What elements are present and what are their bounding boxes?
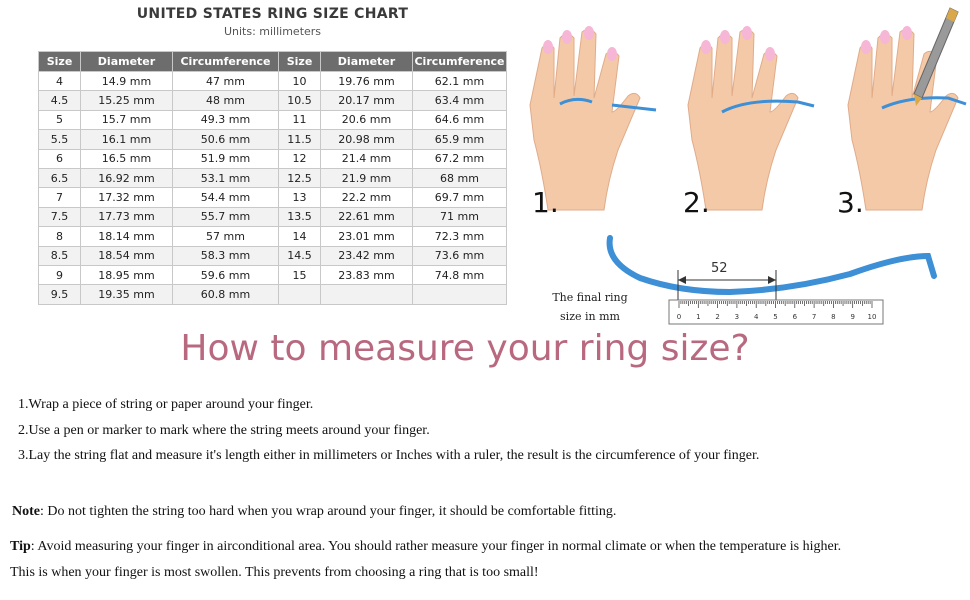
cell-size: 11.5	[279, 130, 321, 149]
cell-circumference: 74.8 mm	[413, 265, 507, 284]
header-diameter: Diameter	[321, 52, 413, 72]
table-header-row	[39, 52, 507, 72]
cell-circumference: 53.1 mm	[173, 168, 279, 187]
table-row	[39, 149, 507, 168]
chart-units: Units: millimeters	[223, 25, 322, 38]
table-row	[39, 227, 507, 246]
cell-circumference	[413, 285, 507, 304]
table-row	[39, 91, 507, 110]
cell-size: 4.5	[39, 91, 81, 110]
caption-line-2: size in mm	[560, 310, 620, 323]
header-circumference: Circumference	[413, 52, 507, 72]
instruction-step-2: 2.Use a pen or marker to mark where the string meets around your finger.	[18, 423, 430, 438]
cell-size: 11	[279, 110, 321, 129]
tip-continuation: This is when your finger is most swollen. This prevents from choosing a ring that is too small!	[10, 565, 539, 580]
cell-diameter: 19.76 mm	[321, 72, 413, 91]
cell-size: 15	[279, 265, 321, 284]
cell-size: 8	[39, 227, 81, 246]
cell-diameter: 20.17 mm	[321, 91, 413, 110]
cell-diameter: 16.5 mm	[81, 149, 173, 168]
ring-size-table	[38, 51, 507, 305]
tip-label: Tip	[10, 539, 31, 554]
table-row	[39, 285, 507, 304]
cell-size: 9	[39, 265, 81, 284]
table-row	[39, 110, 507, 129]
chart-title: UNITED STATES RING SIZE CHART	[136, 6, 409, 22]
cell-size: 13	[279, 188, 321, 207]
ruler-tick-label: 9	[850, 313, 855, 321]
tip-text	[10, 539, 841, 555]
cell-circumference: 68 mm	[413, 168, 507, 187]
cell-size: 8.5	[39, 246, 81, 265]
cell-circumference: 55.7 mm	[173, 207, 279, 226]
cell-circumference: 57 mm	[173, 227, 279, 246]
cell-size: 5.5	[39, 130, 81, 149]
ruler-tick-label: 8	[831, 313, 836, 321]
cell-diameter: 23.42 mm	[321, 246, 413, 265]
table-row	[39, 188, 507, 207]
cell-size: 14	[279, 227, 321, 246]
step-number-3: 3.	[837, 186, 864, 219]
cell-size: 12	[279, 149, 321, 168]
cell-circumference: 67.2 mm	[413, 149, 507, 168]
cell-size: 13.5	[279, 207, 321, 226]
table-row	[39, 130, 507, 149]
cell-diameter: 14.9 mm	[81, 72, 173, 91]
tip-body: : Avoid measuring your finger in airconditional area. You should rather measure your finger in normal climate or when the temperature is higher.	[30, 539, 842, 554]
cell-size	[279, 285, 321, 304]
cell-size: 5	[39, 110, 81, 129]
cell-size: 6	[39, 149, 81, 168]
cell-diameter: 15.25 mm	[81, 91, 173, 110]
cell-circumference: 50.6 mm	[173, 130, 279, 149]
measurement-value: 52	[711, 261, 728, 276]
cell-size: 7.5	[39, 207, 81, 226]
cell-size: 10.5	[279, 91, 321, 110]
cell-size: 9.5	[39, 285, 81, 304]
caption-line-1: The final ring	[552, 291, 628, 304]
cell-circumference: 47 mm	[173, 72, 279, 91]
ruler	[669, 300, 883, 324]
cell-diameter: 22.2 mm	[321, 188, 413, 207]
cell-diameter: 20.98 mm	[321, 130, 413, 149]
cell-diameter: 22.61 mm	[321, 207, 413, 226]
hands-illustration	[520, 0, 970, 330]
cell-circumference: 48 mm	[173, 91, 279, 110]
cell-diameter: 23.01 mm	[321, 227, 413, 246]
cell-diameter: 21.9 mm	[321, 168, 413, 187]
ruler-tick-label: 10	[867, 313, 877, 321]
cell-diameter	[321, 285, 413, 304]
cell-circumference: 64.6 mm	[413, 110, 507, 129]
hand-step-3	[848, 8, 966, 210]
table-row	[39, 72, 507, 91]
cell-diameter: 20.6 mm	[321, 110, 413, 129]
header-size: Size	[39, 52, 81, 72]
table-row	[39, 246, 507, 265]
note-text	[12, 504, 616, 520]
cell-circumference: 69.7 mm	[413, 188, 507, 207]
instruction-step-1: 1.Wrap a piece of string or paper around your finger.	[18, 397, 314, 412]
header-size: Size	[279, 52, 321, 72]
cell-circumference: 73.6 mm	[413, 246, 507, 265]
cell-circumference: 59.6 mm	[173, 265, 279, 284]
cell-circumference: 60.8 mm	[173, 285, 279, 304]
laid-flat-string	[610, 238, 934, 292]
cell-circumference: 71 mm	[413, 207, 507, 226]
ruler-tick-label: 1	[696, 313, 701, 321]
cell-diameter: 15.7 mm	[81, 110, 173, 129]
note-label: Note	[12, 504, 40, 519]
cell-circumference: 62.1 mm	[413, 72, 507, 91]
cell-circumference: 54.4 mm	[173, 188, 279, 207]
ruler-tick-label: 5	[773, 313, 778, 321]
note-body: : Do not tighten the string too hard when you wrap around your finger, it should be comfortable fitting.	[40, 504, 617, 519]
hand-step-1	[530, 29, 640, 210]
cell-circumference: 58.3 mm	[173, 246, 279, 265]
cell-size: 14.5	[279, 246, 321, 265]
cell-circumference: 49.3 mm	[173, 110, 279, 129]
cell-diameter: 21.4 mm	[321, 149, 413, 168]
cell-size: 4	[39, 72, 81, 91]
cell-size: 10	[279, 72, 321, 91]
table-row	[39, 168, 507, 187]
cell-diameter: 18.54 mm	[81, 246, 173, 265]
cell-diameter: 17.73 mm	[81, 207, 173, 226]
cell-size: 7	[39, 188, 81, 207]
cell-circumference: 65.9 mm	[413, 130, 507, 149]
cell-circumference: 51.9 mm	[173, 149, 279, 168]
hand-step-2	[688, 26, 814, 210]
cell-circumference: 63.4 mm	[413, 91, 507, 110]
step-number-2: 2.	[683, 186, 710, 219]
cell-circumference: 72.3 mm	[413, 227, 507, 246]
measuring-illustration	[520, 0, 970, 335]
cell-size: 6.5	[39, 168, 81, 187]
ruler-tick-label: 7	[811, 313, 817, 321]
header-diameter: Diameter	[81, 52, 173, 72]
pen-icon	[914, 8, 958, 106]
cell-size: 12.5	[279, 168, 321, 187]
page-heading: How to measure your ring size?	[180, 328, 750, 369]
cell-diameter: 16.92 mm	[81, 168, 173, 187]
table-row	[39, 265, 507, 284]
cell-diameter: 18.95 mm	[81, 265, 173, 284]
header-circumference: Circumference	[173, 52, 279, 72]
table-row	[39, 207, 507, 226]
cell-diameter: 17.32 mm	[81, 188, 173, 207]
ruler-caption	[548, 288, 632, 326]
cell-diameter: 19.35 mm	[81, 285, 173, 304]
step-number-1: 1.	[532, 186, 559, 219]
cell-diameter: 16.1 mm	[81, 130, 173, 149]
ruler-tick-label: 4	[753, 313, 759, 321]
ruler-tick-label: 3	[734, 313, 740, 321]
ruler-tick-label: 2	[715, 313, 720, 321]
cell-diameter: 23.83 mm	[321, 265, 413, 284]
ruler-tick-label: 0	[676, 313, 682, 321]
cell-diameter: 18.14 mm	[81, 227, 173, 246]
ruler-tick-label: 6	[792, 313, 798, 321]
instruction-step-3: 3.Lay the string flat and measure it's length either in millimeters or Inches with a ruler, the result is the circumference of your finger.	[18, 448, 760, 463]
